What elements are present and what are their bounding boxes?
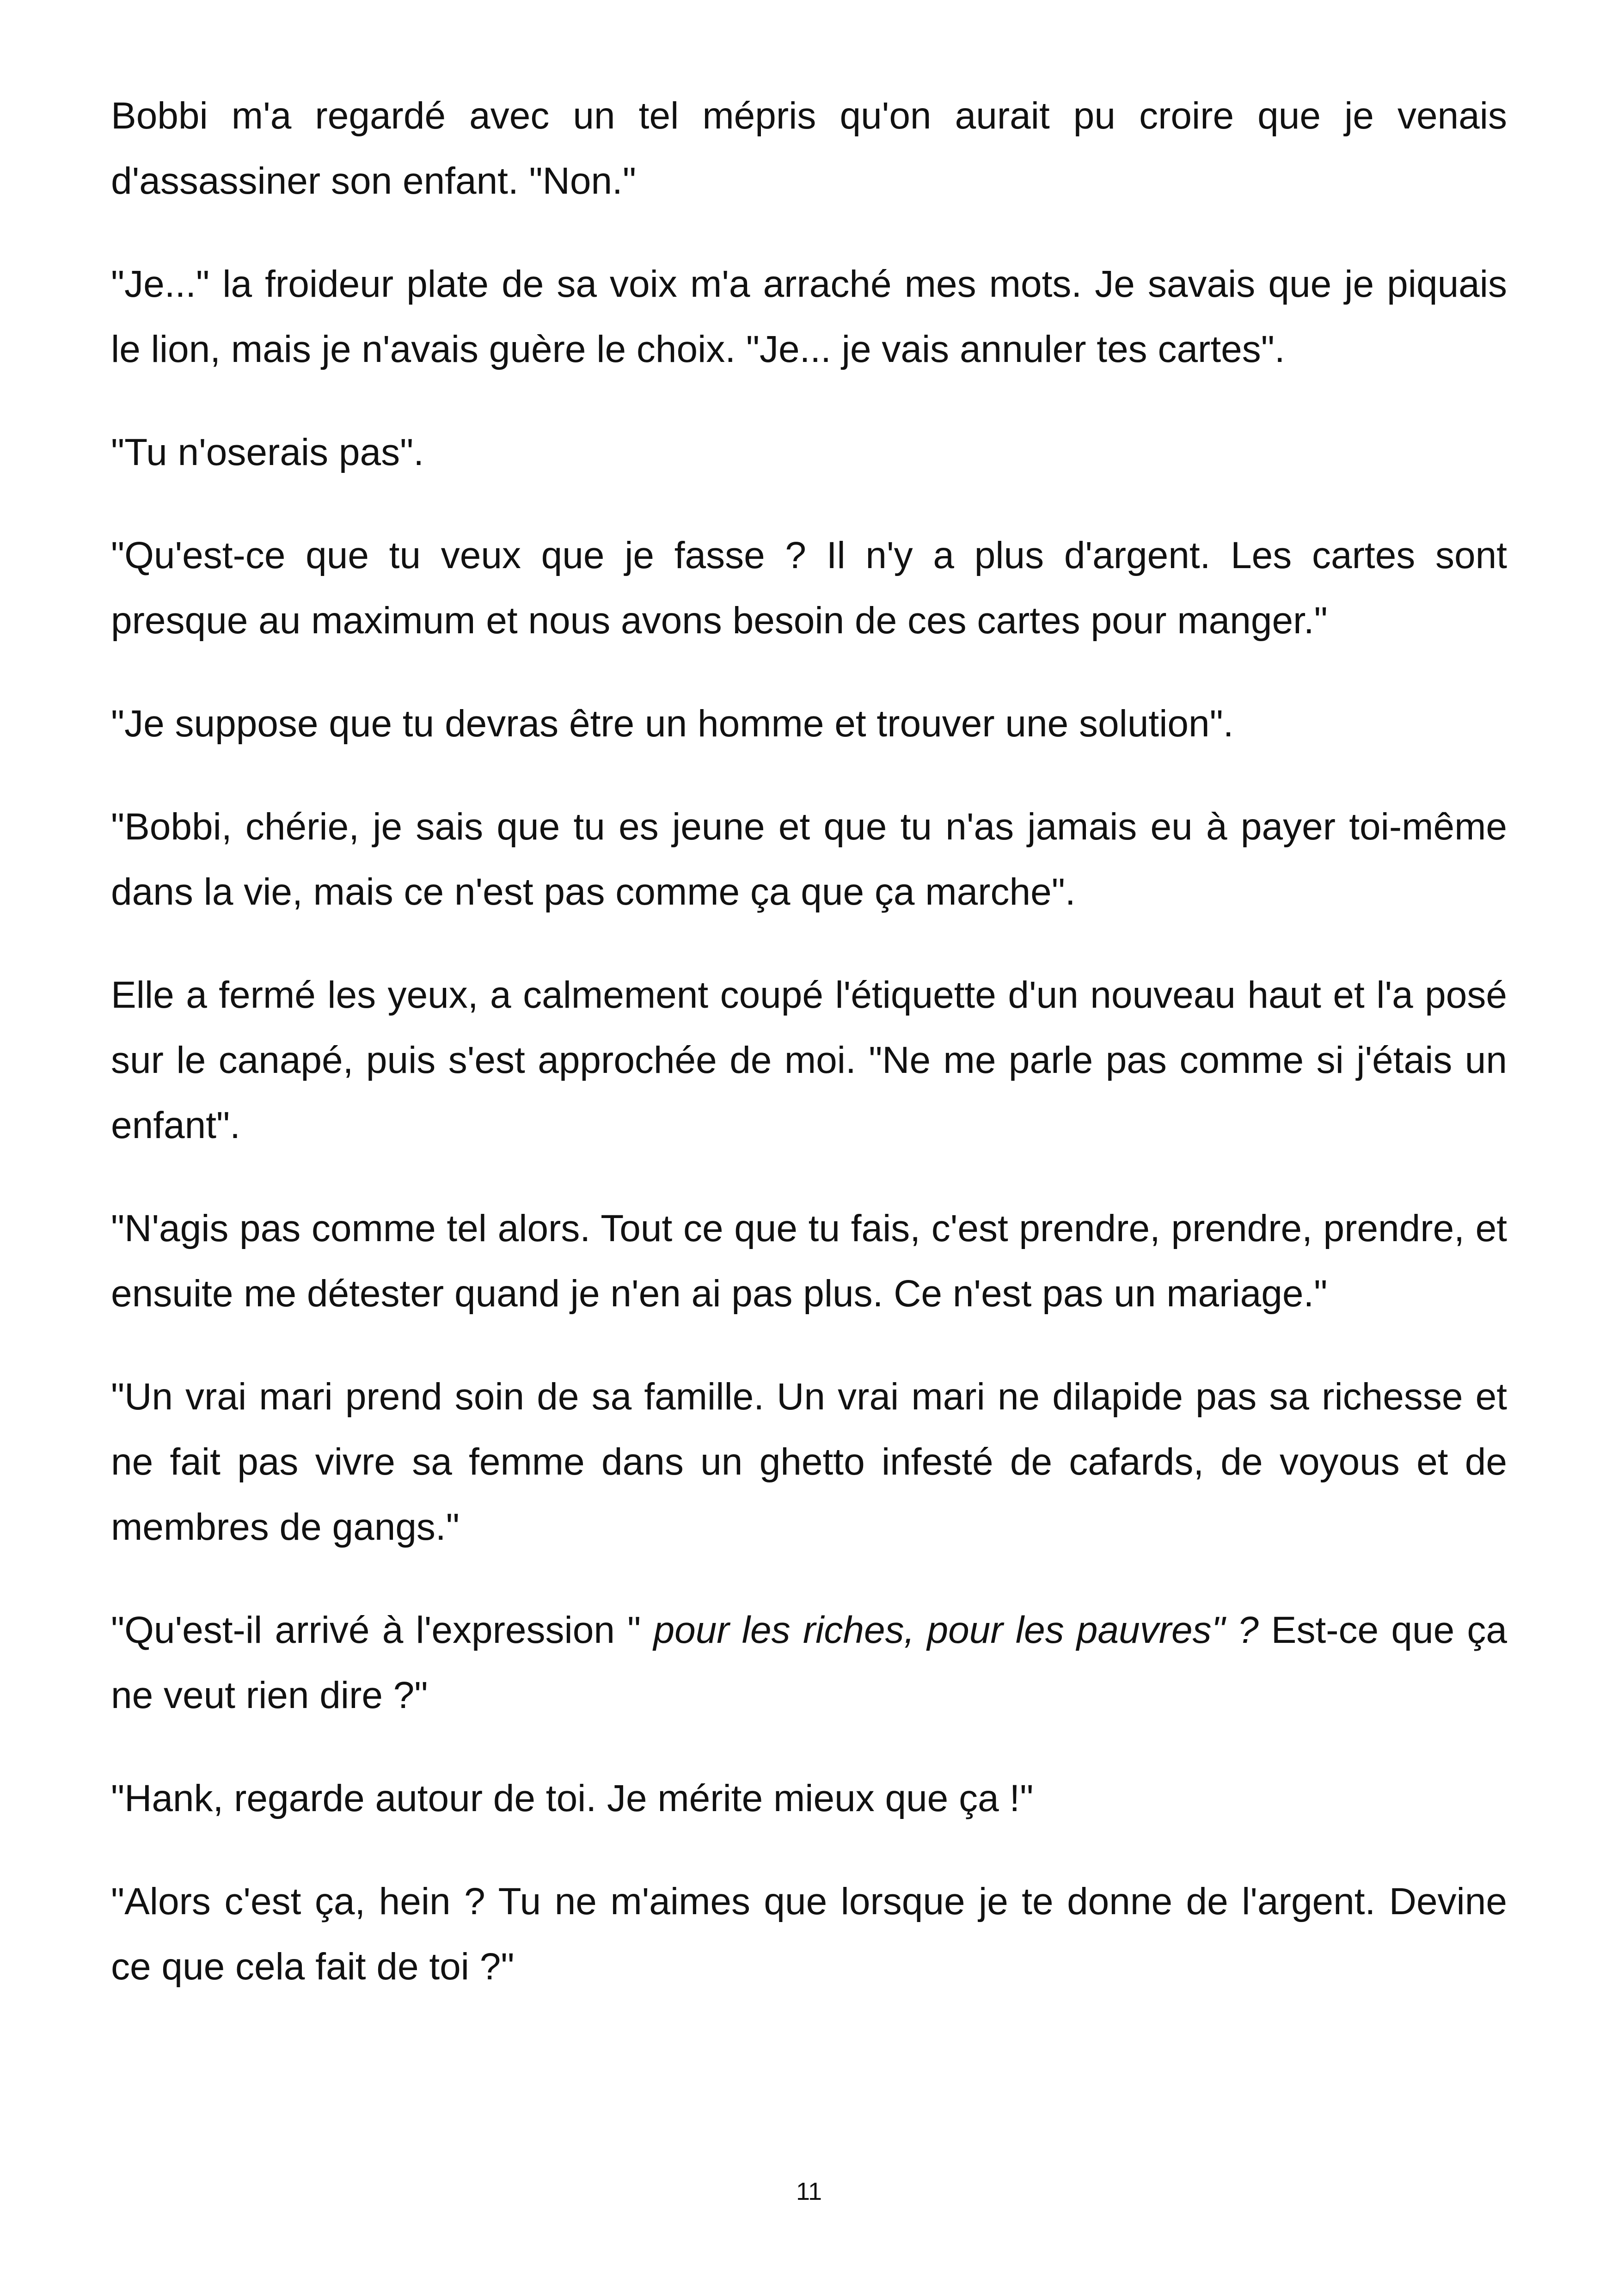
paragraph-8: "N'agis pas comme tel alors. Tout ce que tu fais, c'est prendre, prendre, prendre, et ensuite me détester quand je n'en ai pas plus. Ce n'est pas un mariage." bbox=[111, 1207, 1507, 1315]
paragraph-7: Elle a fermé les yeux, a calmement coupé l'étiquette d'un nouveau haut et l'a posé sur le canapé, puis s'est approchée de moi. "Ne me parle pas comme si j'étais un enfant". bbox=[111, 974, 1507, 1146]
paragraph-9: "Un vrai mari prend soin de sa famille. Un vrai mari ne dilapide pas sa richesse et ne fait pas vivre sa femme dans un ghetto infesté de cafards, de voyous et de membres de gangs." bbox=[111, 1376, 1507, 1548]
paragraph-11: "Hank, regarde autour de toi. Je mérite mieux que ça !" bbox=[111, 1777, 1034, 1819]
paragraph-12: "Alors c'est ça, hein ? Tu ne m'aimes que lorsque je te donne de l'argent. Devine ce que cela fait de toi ?" bbox=[111, 1880, 1507, 1988]
paragraph-6: "Bobbi, chérie, je sais que tu es jeune et que tu n'as jamais eu à payer toi-même dans la vie, mais ce n'est pas comme ça que ça marche". bbox=[111, 806, 1507, 913]
paragraph-1: Bobbi m'a regardé avec un tel mépris qu'on aurait pu croire que je venais d'assassiner son enfant. "Non." bbox=[111, 95, 1507, 202]
paragraph-10 bbox=[111, 1598, 1507, 1728]
paragraph-5: "Je suppose que tu devras être un homme et trouver une solution". bbox=[111, 703, 1234, 745]
page-body bbox=[111, 83, 1507, 2037]
paragraph-10-end: Est-ce que ça ne veut rien dire ?" bbox=[111, 1609, 1507, 1716]
expression-quote: pour les riches, pour les pauvres" ? bbox=[653, 1609, 1259, 1651]
paragraph-3: "Tu n'oserais pas". bbox=[111, 431, 424, 473]
paragraph-10-start: "Qu'est-il arrivé à l'expression " bbox=[111, 1609, 654, 1651]
paragraph-2: "Je..." la froideur plate de sa voix m'a arraché mes mots. Je savais que je piquais le lion, mais je n'avais guère le choix. "Je... je vais annuler tes cartes". bbox=[111, 263, 1507, 370]
page-number: 11 bbox=[796, 2178, 822, 2205]
paragraph-4: "Qu'est-ce que tu veux que je fasse ? Il n'y a plus d'argent. Les cartes sont presque au maximum et nous avons besoin de ces cartes pour manger." bbox=[111, 534, 1507, 642]
